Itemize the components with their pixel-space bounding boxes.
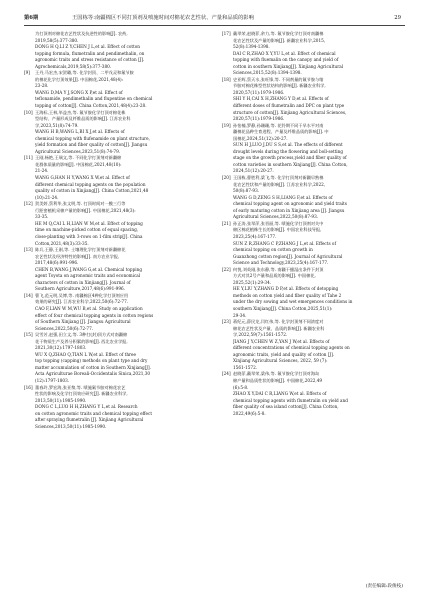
reference-entry [24, 247, 207, 293]
reference-entry [222, 77, 405, 123]
reference-number: [9] [24, 70, 30, 76]
reference-line: chemical topping agents with flumetralin on yield and [233, 397, 348, 403]
references-left-column [24, 31, 207, 586]
reference-line: (6):5-8. [233, 384, 249, 390]
reference-line: Agricultural Sciences,2023,51(8):74-79. [35, 148, 121, 154]
reference-line: JIANG J Y,CHEN W Z,YAN J W,et al. Effects of [233, 338, 330, 344]
reference-text [233, 371, 405, 417]
reference-text [233, 221, 405, 267]
reference-line: SHI Y H,CAI X H,ZHANG Y D,et al. Effects of [233, 96, 329, 102]
reference-line: 王丹,马宏杰,宋贺璐,等. 化学封顶、二甲戊灵和氟节胺 [35, 70, 134, 76]
reference-line: different chemical topping agents on the population [35, 181, 146, 187]
reference-line: WANG G D,ZENG S H,LIANG F,et al. Effects of [233, 194, 333, 200]
reference-entry [222, 267, 405, 319]
reference-line: 吴雪芳,赵强,田立文,等. 3种打(封)顶方式对南疆棉 [35, 332, 128, 338]
reference-text [233, 175, 405, 221]
reference-text [35, 247, 207, 293]
reference-line: agent Toyota on agronomic traits and economical [35, 273, 141, 279]
reference-number: [23] [222, 319, 231, 325]
reference-entry [222, 221, 405, 267]
reference-line: Agrochemicals,2019,58(5):377-380. [35, 63, 112, 69]
reference-line: 2019,58(5):377-380. [35, 37, 79, 43]
references-right-column [222, 31, 405, 586]
reference-line: 21-24. [35, 168, 49, 174]
reference-line: 2025,52(1):29-34. [233, 279, 272, 285]
reference-line: Sciences,2022,50(6):72-77. [35, 325, 94, 331]
reference-entry [222, 371, 405, 417]
reference-text [35, 293, 207, 332]
reference-line: 戴翠荣,赵晓菲,余力,等. 氟节胺化学打顶对南疆棉 [233, 31, 324, 36]
reference-line: chemical topping on cotton growth in [233, 247, 313, 253]
reference-line: 王刚,杨艳,王瑞文,等. 不同化学打顶剂对新疆棉 [35, 155, 122, 161]
reference-line: Xinjiang Agricultural Sciences, 2022, 59 (7): [233, 358, 328, 364]
reference-line: Agricultural Sciences,2022,50(8):87-93. [233, 214, 319, 220]
reference-line: structure of cotton[J]. Xinjiang Agricultural Sciences, [233, 109, 347, 115]
reference-line: 棉花农艺性状及产量、品质的影响[J]. 新疆农业科 [233, 325, 325, 331]
reference-line: effect of four chemical topping agents in cotton regions [35, 312, 154, 318]
reference-line: 棉产量和品质性状的影响[J]. 中国棉花,2022,49 [233, 377, 323, 383]
reference-text [35, 155, 207, 201]
reference-line: of early maturing cotton in Xinjiang area [J]. Jiangsu [233, 207, 345, 213]
reference-entry [222, 319, 405, 371]
reference-entry [24, 31, 207, 70]
reference-line: 花农艺性状和产量的影响[J]. 江苏农业科学,2022, [233, 181, 326, 187]
reference-number: [17] [222, 31, 231, 36]
reference-line: stage on the growth process,yield and fiber quality of [233, 155, 347, 161]
reference-text [35, 201, 207, 247]
reference-line: 29-34. [233, 312, 247, 318]
reference-text [233, 77, 405, 123]
reference-line: WU X Q,ZHAO Q,TIAN L W,et al. Effect of three [35, 351, 137, 357]
reference-line: topping formula, flumetralin and pendimethalin, on [35, 50, 145, 56]
reference-number [24, 31, 35, 70]
reference-line: agronomic traits, yield and quality of cotton [J]. [233, 351, 335, 357]
reference-line: chemical topping agent on agronomic and yield traits [233, 201, 347, 207]
running-title: 王国栋等:南疆棉区不同打顶剂及喷施时间对棉花农艺性状、产量和品质的影响 [72, 15, 254, 21]
reference-line: HE Y,LIU Y,ZHANG D P,et al. Effects of detopping [233, 286, 339, 292]
reference-line: 效果的研究[J]. 江苏农业科学,2022,50(6):72-77. [35, 299, 129, 305]
reference-text [35, 385, 207, 431]
reference-entry [24, 293, 207, 332]
reference-line: DONG H Q,LI Z Y,CHEN J L,et al. Effect of cotton [35, 44, 140, 50]
reference-entry [24, 155, 207, 201]
reference-line: SUN Z R,ZHANG C P,ZHANG J L,et al. Effects of [233, 240, 337, 246]
reference-line: teflonamide, pendimethalin and flupentine on chemical [35, 96, 153, 102]
reference-line: topping of cotton[J]. China Cotton,2021,48(4):23-28. [35, 103, 147, 109]
reference-line: WANG G,HAN H Y,WANG X W,et al. Effect of [35, 175, 130, 181]
reference-line: 学,2023,51(8):74-79. [35, 122, 79, 128]
reference-line: Southern Agriculture,2017,48(6):991-996. [35, 286, 125, 292]
reference-line: time on machine-picked cotton of equal spacing, [35, 227, 139, 233]
reference-line: yield formation and fiber quality of cotton[J]. Jiangsu [35, 142, 148, 148]
reference-line: 型结构、产量形成及纤维品质的影响[J]. 江苏农业科 [35, 116, 131, 122]
reference-line: 50(8):87-93. [233, 188, 260, 194]
reference-line: 董春玲,罗宏海,张亚黎,等. 喷施氟节胺对棉花农艺 [35, 384, 126, 390]
reference-line: 史亚辉,蔡天水,张旺锋,等. 不同剂量的氟节胺与缩 [233, 76, 324, 82]
reference-line: 2021,30(12):1797-1803. [35, 345, 87, 351]
reference-line: 2020,57(11):1979-1986. [233, 116, 285, 122]
reference-line: 为打顶剂对棉花农艺性状及抗逆性的影响[J]. 农药, [35, 31, 128, 36]
reference-line: 贺美婷,蔡利华,张文明,等. 打顶时间对一膜三行等 [35, 201, 126, 207]
reference-number: [14] [24, 292, 33, 298]
reference-line: 23-28. [35, 83, 49, 89]
reference-line: 花农艺性状及产量的影响[J]. 新疆农业科学,2015, [233, 37, 326, 43]
reference-line: 王国栋,曹胜利,梁飞,等. 化学打顶剂对新疆早熟棉 [233, 175, 324, 181]
reference-text [35, 70, 207, 109]
reference-line: Sciences,2015,52(8):1394-1398. [233, 70, 302, 76]
reference-line: (12):1797-1803. [35, 377, 70, 383]
reference-line: 孙正涛,张翠萍,张晋丽,等. 喷施化学打顶剂对关中 [233, 220, 324, 226]
reference-line: 花干物质生产及养分积累的影响[J]. 西北农业学报, [35, 338, 128, 344]
reference-line: 国棉花,2024,51(12):20-27. [233, 135, 288, 141]
reference-line: CHEN B,WANG J,WANG G,et al. Chemical topping [35, 266, 142, 272]
reference-text [233, 319, 405, 371]
reference-line: cotton in southern Xinjiang[J]. Xinjiang Agricultural [233, 63, 344, 69]
reference-line: Cotton,2021,48(3):33-35. [35, 240, 89, 246]
reference-line: SUN H J,LUO J,DU S S,et al. The effects of different [233, 142, 343, 148]
reference-line: top topping (capping) methods on plant type and dry [35, 358, 148, 364]
reference-line: fiber quality of sea island cotton[J]. China Cotton, [233, 404, 339, 410]
reference-text [233, 123, 405, 175]
reference-number: [19] [222, 122, 231, 128]
reference-line: drought levels during the flowering and boll-setting [233, 148, 344, 154]
reference-line: Science and Technology,2023,25(4):167-177. [233, 260, 329, 266]
reference-entry [24, 70, 207, 109]
reference-line: quality of cotton in Xinjiang[J]. China Cotton,2021,48 [35, 188, 149, 194]
reference-line: 1561-1572. [233, 364, 258, 370]
reference-line: 农艺性状及经济特性的影响[J]. 南方农业学报, [35, 253, 120, 259]
running-header [24, 13, 405, 26]
reference-line: after spraying flumetralin [J]. Xinjiang Agricultural [35, 417, 144, 423]
reference-number: [10] [24, 109, 33, 115]
reference-text [35, 332, 207, 384]
reference-line: (10):21-24. [35, 194, 59, 200]
reference-line: 何悦,刘英刚,张东静,等. 南疆干播湿出条件下封顶 [233, 266, 324, 272]
reference-line: cotton varieties in southern Xinjiang[J]. China Cotton, [233, 161, 348, 167]
reference-number: [18] [222, 76, 231, 82]
reference-line: CAO F,LIAN W M,WU B,et al. Study on application [35, 305, 143, 311]
reference-line: of Southern Xinjiang [J]. Jiangsu Agricultural [35, 319, 131, 325]
reference-entry [222, 31, 405, 77]
reference-line: 2024,51(12):20-27. [233, 168, 274, 174]
reference-line: 蒋纪元,薛民龙,闫红伟,等. 化学封顶剂不同浓度对 [233, 319, 324, 325]
reference-line: agronomic traits and stress resistance of cotton [J]. [35, 57, 145, 63]
reference-line: WANG H B,WANG L,BI X J,et al. Effects of [35, 129, 125, 135]
reference-line: 2022,49(6):5-8. [233, 410, 266, 416]
reference-line: different concentrations of chemical topping agents on [233, 345, 350, 351]
reference-line: different doses of flumetralin and DPC on plant type [233, 103, 345, 109]
reference-number: [20] [222, 175, 231, 181]
reference-line: WANG D,MA Y J,SONG X P,et al. Effect of [35, 89, 123, 95]
reference-line: 花群体质量的影响[J]. 中国棉花,2021,48(10): [35, 161, 122, 167]
reference-line: 节胺对棉花株型性状结构的影响[J]. 新疆农业科学, [233, 83, 326, 89]
reference-line: 行距密植机采棉产量的影响[J]. 中国棉花,2021,48(3): [35, 207, 136, 213]
reference-line: Sciences,2013,50(11):1985-1990. [35, 423, 107, 429]
reference-line: 学,2022,59(7):1561-1572. [233, 332, 288, 338]
reference-line: 33-35. [35, 214, 49, 220]
reference-line: under the dry sowing and wet emergences conditions in [233, 299, 353, 305]
reference-line: DAI C R,ZHAO X Y,YU L,et al. Effect of chemical [233, 50, 336, 56]
reference-line: 疆棉花品种生育进程、产量及纤维品质的影响[J]. 中 [233, 129, 329, 135]
reference-number: [21] [222, 220, 231, 226]
reference-text [35, 31, 207, 70]
reference-line: 孙怡楠,罗静,孙珊珊,等. 花铃期不同干旱水平对南 [233, 122, 324, 128]
reference-text [233, 31, 405, 77]
reference-line: 陈兵,王静,王刚,等. 土壤理化学打顶剂对新疆棉花 [35, 247, 126, 253]
page-number: 29 [394, 15, 401, 21]
reference-line: 52(8):1394-1398. [233, 44, 270, 50]
reference-line: 赵晓菲,戴翠荣,梁伟,等. 氟节胺化学打顶对海岛 [233, 371, 320, 377]
reference-number: [12] [24, 201, 33, 207]
reference-line: 2013,50(11):1985-1990. [35, 397, 87, 403]
reference-entry [24, 201, 207, 247]
reference-line: 2020,57(11):1979-1986. [233, 89, 285, 95]
reference-entry [222, 175, 405, 221]
reference-line: methods on cotton yield and fiber quality of Tahe 2 [233, 292, 342, 298]
reference-line: ZHAO X Y,DAI C R,LIANG W,et al. Effects of [233, 391, 327, 397]
reference-line: 曹飞,范元明,吴博,等. 南疆棉区4种化学打顶剂应用 [35, 292, 129, 298]
reference-number: [16] [24, 384, 33, 390]
reference-line: HE M Q,CAI L H,LIAN W M,et al. Effect of topping [35, 220, 143, 226]
reference-line: DONG C L,LUO H H,ZHANG Y L,et al. Research [35, 404, 138, 410]
reference-line: 2017,48(6):991-996. [35, 260, 79, 266]
reference-line: 王海标,王林,毕益杰,等. 氟节胺化学打顶对棉花株 [35, 109, 126, 115]
reference-number: [11] [24, 155, 33, 161]
reference-line: chemical topping with flufenamide on plant structure, [35, 135, 150, 141]
reference-line: matter accumulation of cotton in Southern Xinjiang[J]. [35, 364, 151, 370]
reference-line: topping with fluemalin on the canopy and yield of [233, 57, 339, 63]
reference-line: Guanzhong cotton region[J]. Journal of Agricultural [233, 253, 343, 259]
reference-line: 棉区棉花植株生长的影响[J]. 中国农业科技导报, [233, 227, 322, 233]
reference-number: [15] [24, 332, 33, 338]
reference-line: southern Xinjiang[J]. China Cotton,2025,51(1): [233, 305, 333, 311]
reference-line: 2023,25(4):167-177. [233, 233, 277, 239]
reference-line: on cotton agronomic traits and chemical topping effect [35, 410, 153, 416]
reference-number: [24] [222, 371, 231, 377]
reference-text [233, 267, 405, 319]
reference-entry [24, 385, 207, 431]
reference-entry [222, 123, 405, 175]
reference-line: characters of cotton in Xinjiang[J]. Journal of [35, 279, 131, 285]
issue-label: 第6期 [24, 15, 39, 21]
reference-line: close-planting with 3-rows on 1-film strip[J]. China [35, 233, 143, 239]
reference-number: [13] [24, 247, 33, 253]
editor-note: (责任编辑:段俊枝) [365, 584, 403, 589]
reference-entry [24, 332, 207, 384]
reference-text [35, 110, 207, 156]
reference-number: [22] [222, 266, 231, 272]
reference-entry [24, 110, 207, 156]
reference-line: 方式对其2号产量和品质的影响[J]. 中国棉花, [233, 273, 316, 279]
reference-line: 性状的影响及化学打顶效应研究[J]. 新疆农业科学, [35, 391, 128, 397]
reference-line: Acta Agriculturae Boreali-Occidentalis Sinica,2021,30 [35, 371, 151, 377]
reference-line: 的棉花化学打顶效果[J]. 中国棉花,2021,48(4): [35, 76, 124, 82]
